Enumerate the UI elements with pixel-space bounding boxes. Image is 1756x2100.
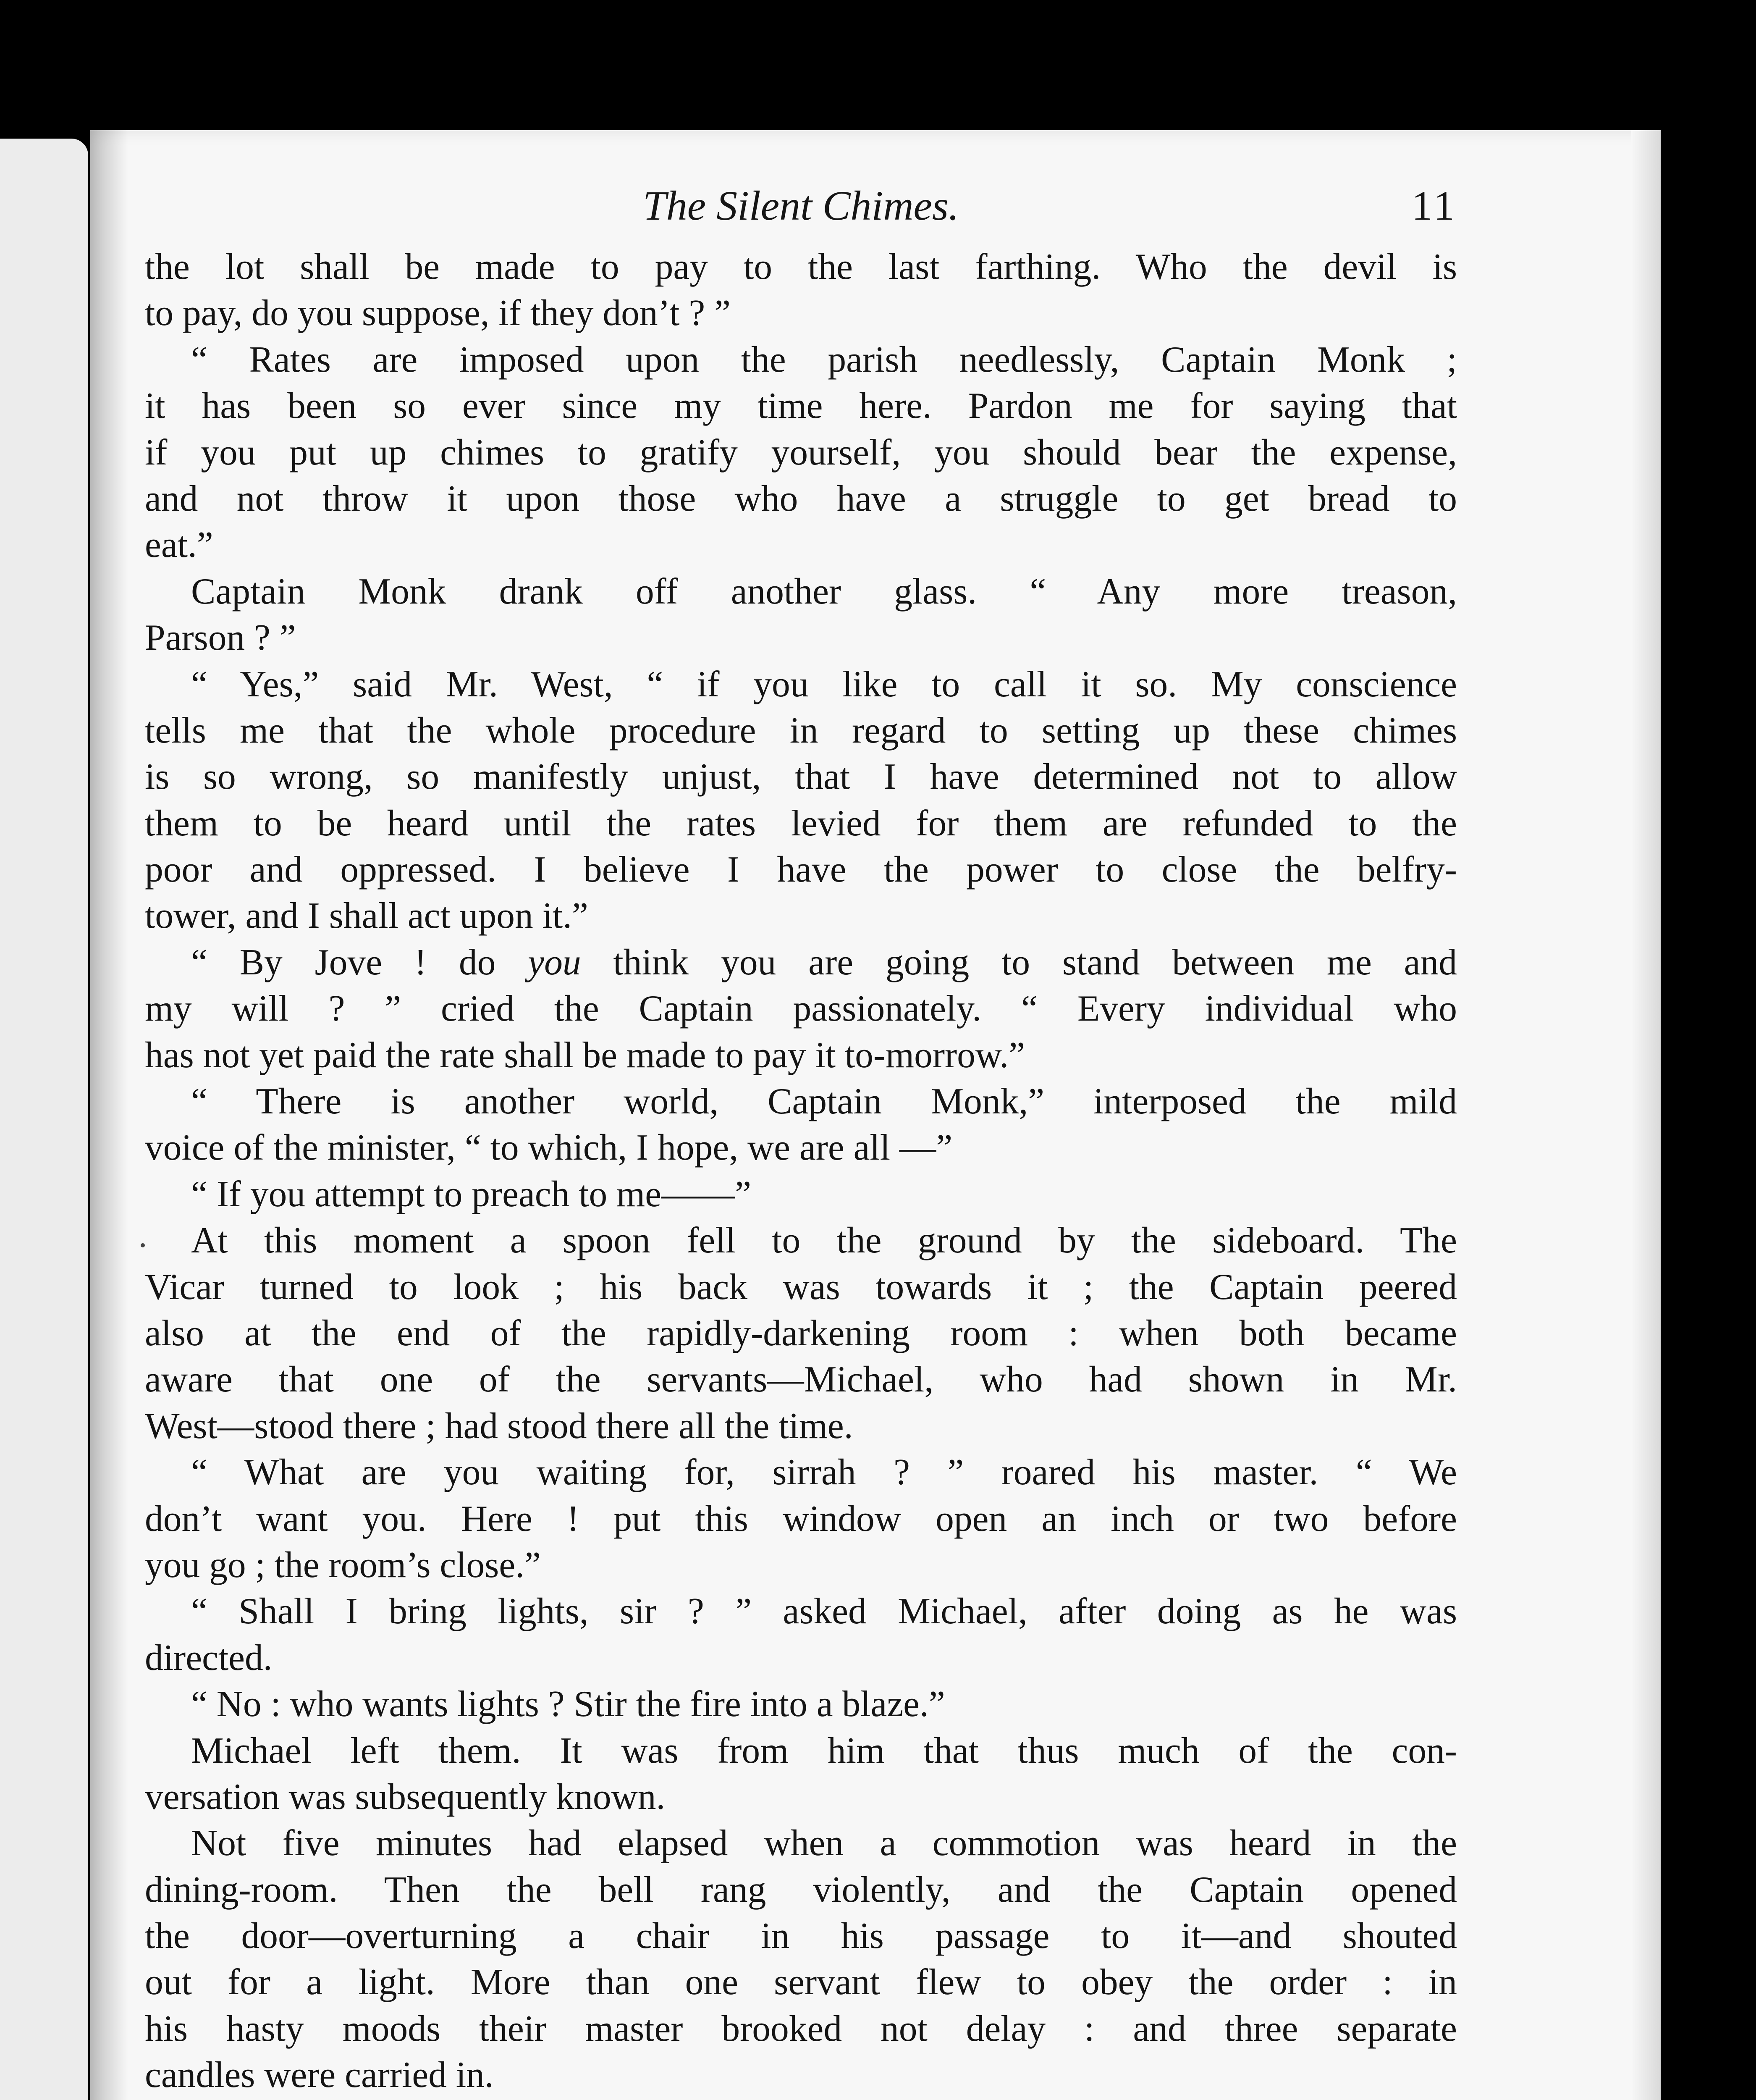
- text-line: the door—overturning a chair in his passage to it—and shouted: [145, 1915, 1457, 1956]
- text-line: my will ? ” cried the Captain passionately. “ Every individual who: [145, 988, 1457, 1029]
- text-line: poor and oppressed. I believe I have the power to close the belfry-: [145, 849, 1457, 890]
- text-line: them to be heard until the rates levied for them are refunded to the: [145, 802, 1457, 843]
- page-edge: [1631, 130, 1661, 2100]
- text-line: At this moment a spoon fell to the ground by the sideboard. The: [191, 1220, 1457, 1261]
- text-line: dining-room. Then the bell rang violently, and the Captain opened: [145, 1869, 1457, 1910]
- text-line: “ What are you waiting for, sirrah ? ” roared his master. “ We: [191, 1452, 1457, 1493]
- text-line: “ Shall I bring lights, sir ? ” asked Michael, after doing as he was: [191, 1591, 1457, 1632]
- text-line: Not five minutes had elapsed when a commotion was heard in the: [191, 1822, 1457, 1864]
- text-line: and not throw it upon those who have a struggle to get bread to: [145, 478, 1457, 519]
- text-line: “ Rates are imposed upon the parish needlessly, Captain Monk ;: [191, 339, 1457, 380]
- text-line: “ Yes,” said Mr. West, “ if you like to call it so. My conscience: [191, 663, 1457, 704]
- text-line: eat.”: [145, 524, 213, 565]
- text-line: voice of the minister, “ to which, I hope, we are all —”: [145, 1127, 953, 1168]
- text-line: Parson ? ”: [145, 617, 296, 658]
- text-line: “ By Jove ! do you think you are going to stand between me and: [191, 941, 1457, 982]
- body-text: [145, 244, 1457, 2100]
- text-line: Vicar turned to look ; his back was towards it ; the Captain peered: [145, 1266, 1457, 1307]
- emphasis-word: you: [528, 941, 581, 982]
- text-line: “ No : who wants lights ? Stir the fire into a blaze.”: [191, 1683, 945, 1725]
- spine-shadow: [90, 130, 128, 2100]
- text-line: [145, 2098, 1457, 2100]
- text-line: also at the end of the rapidly-darkening room : when both became: [145, 1312, 1457, 1353]
- text-line: directed.: [145, 1637, 273, 1678]
- page-speck: [141, 1243, 145, 1247]
- text-line: it has been so ever since my time here. Pardon me for saying that: [145, 385, 1457, 426]
- text-line: don’t want you. Here ! put this window open an inch or two before: [145, 1498, 1457, 1539]
- text-line: is so wrong, so manifestly unjust, that I have determined not to allow: [145, 756, 1457, 797]
- text-line: Michael left them. It was from him that thus much of the con-: [191, 1730, 1457, 1771]
- text-line: tells me that the whole procedure in regard to setting up these chimes: [145, 709, 1457, 751]
- page-header: [145, 172, 1457, 239]
- text-line: versation was subsequently known.: [145, 1776, 666, 1817]
- running-title: The Silent Chimes.: [643, 182, 959, 229]
- text-line: has not yet paid the rate shall be made to pay it to-morrow.”: [145, 1034, 1025, 1075]
- text-line: to pay, do you suppose, if they don’t ? ”: [145, 292, 731, 333]
- text-line: Captain Monk drank off another glass. “ Any more treason,: [191, 570, 1457, 612]
- text-line: “ There is another world, Captain Monk,” interposed the mild: [191, 1081, 1457, 1122]
- text-line: if you put up chimes to gratify yourself, you should bear the expense,: [145, 431, 1457, 472]
- text-line: you go ; the room’s close.”: [145, 1544, 541, 1585]
- text-line: West—stood there ; had stood there all the time.: [145, 1405, 853, 1446]
- text-line: candles were carried in.: [145, 2054, 494, 2095]
- facing-page-edge: [0, 139, 88, 2100]
- text-line: “ If you attempt to preach to me——”: [191, 1173, 751, 1214]
- text-line: his hasty moods their master brooked not delay : and three separate: [145, 2008, 1457, 2049]
- text-line: aware that one of the servants—Michael, who had shown in Mr.: [145, 1359, 1457, 1400]
- text-line: the lot shall be made to pay to the last farthing. Who the devil is: [145, 246, 1457, 287]
- page-number: 11: [1411, 182, 1457, 229]
- text-line: tower, and I shall act upon it.”: [145, 895, 588, 936]
- text-line: out for a light. More than one servant flew to obey the order : in: [145, 1961, 1457, 2003]
